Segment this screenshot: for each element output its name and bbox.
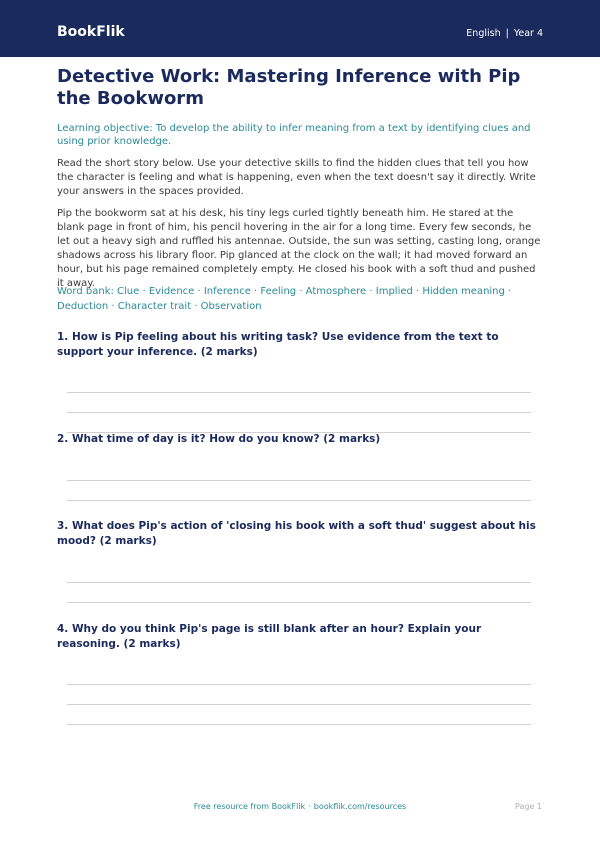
meta-separator: | [505, 28, 509, 39]
subject-label: English [466, 28, 501, 39]
story-paragraph: Pip the bookworm sat at his desk, his tiny legs curled tightly beneath him. He stared at the blank page in front of him, his pencil hovering in the air for a long time. Every few seconds, he let out a heavy sigh and ruffled his antennae. Outside, the sun was setting, casting long, orange shadows across his library floor. Pip glanced at the clock on the wall; it had moved forward an hour, but his page remained completely empty. He closed his book with a soft thud and pushed it away. [57, 208, 541, 289]
question-3: 3. What does Pip's action of 'closing his book with a soft thud' suggest about his mood? (2 marks) [57, 520, 536, 547]
subject-year-label [466, 27, 543, 41]
answer-line[interactable] [67, 724, 531, 725]
answer-line[interactable] [67, 684, 531, 685]
learning-objective: Learning objective: To develop the ability to infer meaning from a text by identifying clues and using prior knowledge. [57, 123, 531, 147]
word-bank: Word bank: Clue · Evidence · Inference · Feeling · Atmosphere · Implied · Hidden meaning · Deduction · Character trait · Observation [57, 286, 512, 312]
footer-url-link[interactable]: bookflik.com/resources [313, 802, 407, 811]
answer-line[interactable] [67, 412, 531, 413]
answer-line[interactable] [67, 704, 531, 705]
header-bar [0, 0, 600, 57]
year-label: Year 4 [513, 28, 543, 39]
instructions-paragraph: Read the short story below. Use your detective skills to find the hidden clues that tell you how the character is feeling and what is happening, even when the text doesn't say it directly. Write your answers in the spaces provided. [57, 158, 536, 197]
footer-separator: · [308, 802, 311, 811]
brand-logo[interactable]: BookFlik [57, 24, 125, 40]
question-2: 2. What time of day is it? How do you know? (2 marks) [57, 433, 381, 445]
page-number: Page 1 [515, 802, 542, 811]
footer-resource-text: Free resource from BookFlik [193, 802, 306, 811]
answer-line[interactable] [67, 392, 531, 393]
answer-line[interactable] [67, 602, 531, 603]
answer-line[interactable] [67, 500, 531, 501]
worksheet-title: Detective Work: Mastering Inference with Pip the Bookworm [57, 66, 521, 109]
answer-line[interactable] [67, 582, 531, 583]
answer-line[interactable] [67, 480, 531, 481]
question-4: 4. Why do you think Pip's page is still blank after an hour? Explain your reasoning. (2 marks) [57, 623, 482, 650]
question-1: 1. How is Pip feeling about his writing task? Use evidence from the text to support your inference. (2 marks) [57, 331, 499, 358]
footer [0, 801, 600, 815]
footer-resource [0, 801, 600, 813]
